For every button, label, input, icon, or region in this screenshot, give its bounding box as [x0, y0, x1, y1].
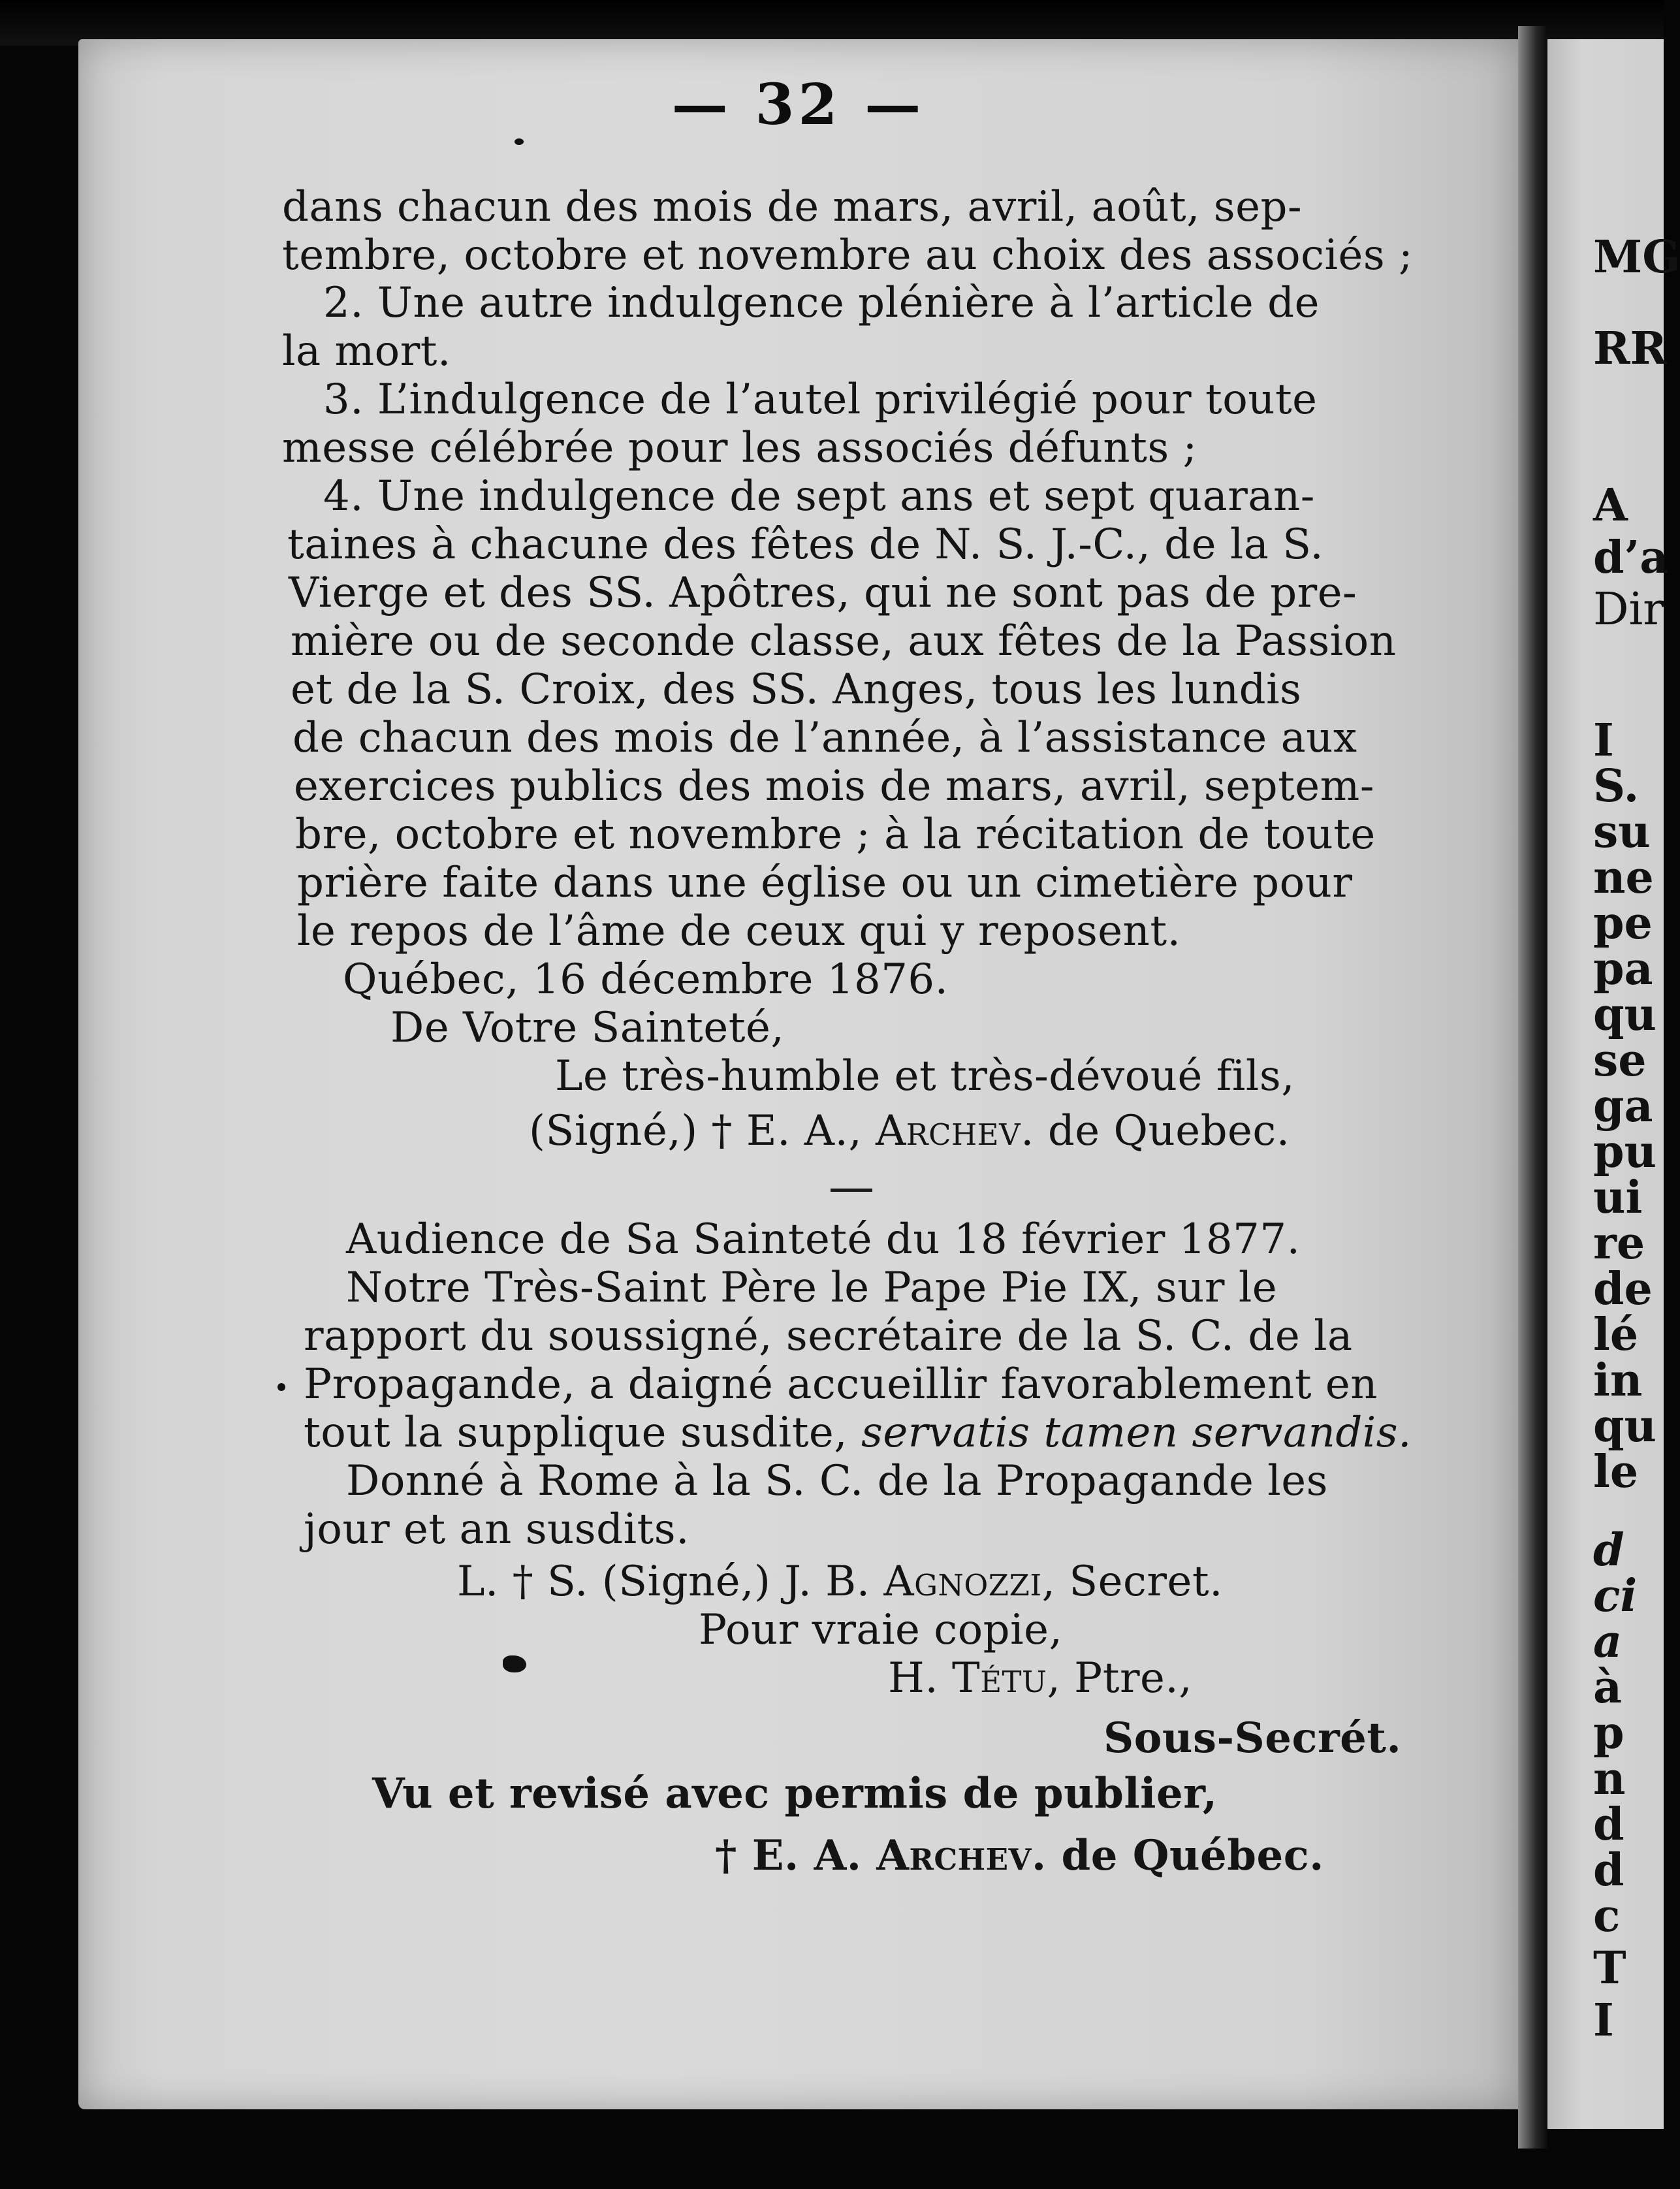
ink-speck	[277, 1383, 285, 1391]
fragment: re	[1593, 1217, 1645, 1270]
signature-imprimatur	[715, 1831, 1324, 1880]
fragment: I	[1593, 714, 1614, 767]
fragment: p	[1593, 1707, 1625, 1759]
fragment: A	[1593, 479, 1628, 532]
audience-heading: Audience de Sa Sainteté du 18 février 1877.	[346, 1215, 1301, 1264]
signature-name: Tétu	[952, 1654, 1047, 1702]
fragment: su	[1593, 806, 1651, 858]
text-line: tembre, octobre et novembre au choix des associés ;	[282, 231, 1414, 280]
fragment: qu	[1593, 1400, 1656, 1452]
closing: Le très-humble et très-dévoué fils,	[555, 1052, 1295, 1100]
text-line: la mort.	[282, 327, 451, 375]
signature-title: Archev.	[876, 1831, 1047, 1880]
fragment: d	[1593, 1798, 1625, 1851]
adjacent-page-edge	[1547, 39, 1680, 2129]
text-fragment: tout la supplique susdite,	[304, 1409, 861, 1457]
signature-suffix: de Quebec.	[1034, 1107, 1290, 1155]
ink-speck	[515, 138, 524, 145]
fragment: I	[1593, 1994, 1614, 2047]
fragment: RR	[1593, 323, 1668, 375]
text-line: mière ou de seconde classe, aux fêtes de la Passion	[291, 617, 1397, 665]
signature-archbishop	[529, 1107, 1290, 1155]
text-line: rapport du soussigné, secrétaire de la S. C. de la	[304, 1312, 1353, 1360]
signature-prefix: (Signé,) † E. A.,	[529, 1107, 876, 1155]
section-divider	[831, 1189, 872, 1192]
text-line: messe célébrée pour les associés défunts ;	[282, 424, 1197, 472]
text-line: Vierge et des SS. Apôtres, qui ne sont pas de pre-	[289, 569, 1357, 617]
fragment: ci	[1593, 1570, 1638, 1622]
fragment: de	[1593, 1263, 1653, 1315]
signature-title: Archev.	[876, 1107, 1034, 1155]
text-line: Notre Très-Saint Père le Pape Pie IX, sur le	[346, 1264, 1278, 1312]
text-line: 4. Une indulgence de sept ans et sept quaran-	[323, 472, 1315, 520]
fragment: in	[1593, 1354, 1643, 1407]
text-line	[304, 1409, 1412, 1457]
fragment: d’a	[1593, 532, 1669, 584]
text-line: 3. L’indulgence de l’autel privilégié pour toute	[323, 375, 1318, 424]
text-line: exercices publics des mois de mars, avril, septem-	[294, 762, 1374, 810]
fragment: pa	[1593, 943, 1653, 995]
signature-suffix: , Secret.	[1041, 1558, 1223, 1606]
fragment: Dir	[1593, 584, 1664, 635]
text-line: Propagande, a daigné accueillir favorablement en	[304, 1360, 1378, 1409]
signature-suffix: de Québec.	[1046, 1831, 1324, 1880]
fragment: qu	[1593, 989, 1656, 1041]
fragment: d	[1593, 1844, 1625, 1896]
signature-tetu	[888, 1654, 1193, 1702]
signature-prefix: L. † S. (Signé,) J. B.	[457, 1558, 884, 1606]
text-line: bre, octobre et novembre ; à la récitation de toute	[295, 810, 1376, 859]
fragment: d	[1593, 1524, 1625, 1576]
text-line: et de la S. Croix, des SS. Anges, tous les lundis	[291, 665, 1302, 714]
latin-phrase: servatis tamen servandis.	[861, 1409, 1412, 1457]
page-number: — 32 —	[671, 72, 925, 138]
text-line: le repos de l’âme de ceux qui y reposent.	[297, 907, 1181, 955]
fragment: le	[1593, 1446, 1639, 1498]
signature-suffix: , Ptre.,	[1047, 1654, 1193, 1702]
text-line: de chacun des mois de l’année, à l’assistance aux	[293, 714, 1357, 762]
text-line: prière faite dans une église ou un cimetière pour	[297, 859, 1353, 907]
fragment: se	[1593, 1034, 1647, 1087]
text-line: jour et an susdits.	[304, 1505, 689, 1554]
fragment: pe	[1593, 897, 1653, 950]
fragment: à	[1593, 1661, 1623, 1714]
text-line: Donné à Rome à la S. C. de la Propagande les	[346, 1457, 1328, 1505]
sous-secretaire: Sous-Secrét.	[1103, 1714, 1402, 1763]
fragment: lé	[1593, 1309, 1639, 1361]
text-line: dans chacun des mois de mars, avril, août, sep-	[282, 183, 1303, 231]
fragment: T	[1593, 1942, 1626, 1994]
fragment: ui	[1593, 1172, 1643, 1224]
signature-prefix: H.	[888, 1654, 952, 1702]
ink-blot	[503, 1655, 526, 1672]
fragment: S.	[1593, 760, 1640, 812]
signature-prefix: † E. A.	[715, 1831, 877, 1880]
salutation: De Votre Sainteté,	[390, 1004, 785, 1052]
book-gutter	[1518, 26, 1547, 2149]
imprimatur-statement: Vu et revisé avec permis de publier,	[372, 1769, 1218, 1818]
dateline: Québec, 16 décembre 1876.	[343, 955, 949, 1004]
fragment: a	[1593, 1616, 1623, 1668]
copy-statement: Pour vraie copie,	[699, 1606, 1063, 1654]
fragment: pu	[1593, 1126, 1656, 1178]
fragment: n	[1593, 1753, 1626, 1805]
text-line: 2. Une autre indulgence plénière à l’article de	[323, 279, 1320, 327]
text-line: taines à chacune des fêtes de N. S. J.-C., de la S.	[287, 520, 1324, 569]
signature-secretary	[457, 1558, 1223, 1606]
fragment: c	[1593, 1890, 1621, 1942]
signature-name: Agnozzi	[883, 1558, 1042, 1606]
fragment: MG	[1593, 231, 1680, 283]
fragment: ga	[1593, 1080, 1653, 1132]
book-page	[78, 39, 1518, 2109]
fragment: ne	[1593, 852, 1654, 904]
